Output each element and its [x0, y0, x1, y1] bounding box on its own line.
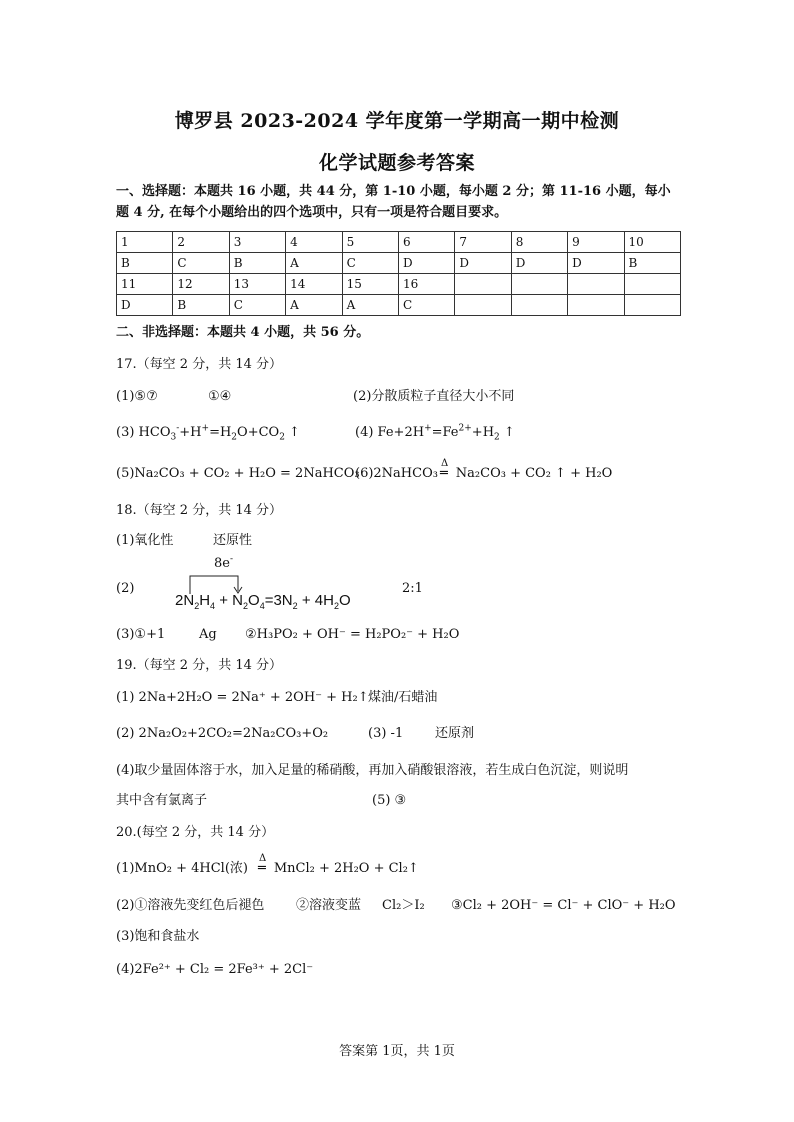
table-cell: 8 — [511, 232, 567, 253]
table-cell: 13 — [229, 274, 285, 295]
table-cell: D — [117, 295, 173, 316]
table-cell: 2 — [173, 232, 229, 253]
table-cell: D — [455, 253, 511, 274]
q17-ans-2: (2)分散质粒子直径大小不同 — [353, 389, 515, 404]
table-cell: 9 — [568, 232, 624, 253]
table-cell — [511, 295, 567, 316]
table-cell: B — [117, 253, 173, 274]
table-cell: C — [398, 295, 454, 316]
table-cell — [568, 274, 624, 295]
table-row — [117, 253, 681, 274]
table-cell: B — [229, 253, 285, 274]
q19-ans-3: (3) -1 — [368, 726, 404, 741]
q19-ans-5: (5) ③ — [372, 793, 407, 808]
q19-ans-1a: (1) 2Na+2H₂O = 2Na⁺ + 2OH⁻ + H₂↑ — [116, 690, 369, 705]
q20-ans-3: (3)饱和食盐水 — [116, 929, 200, 944]
q18-ans-1b: 还原性 — [213, 533, 253, 548]
q17-ans-3: (3) $HCO_3^-+H^+=H_2O+CO_2$ ↑ — [116, 423, 300, 443]
q18-ans-2-label: (2) — [116, 581, 135, 596]
delta-symbol: Δ — [258, 853, 267, 864]
table-cell: 15 — [342, 274, 398, 295]
q17-ans-5: (5)Na₂CO₃ + CO₂ + H₂O = 2NaHCO₃ — [116, 466, 360, 481]
q17-header: 17.（每空 2 分，共 14 分） — [116, 357, 283, 372]
electron-transfer-label: 8e- — [214, 554, 234, 571]
page-footer: 答案第 1页，共 1页 — [339, 1044, 455, 1059]
table-cell — [624, 295, 680, 316]
q17-ans-4: (4) $Fe+2H^+=Fe^{2+}+H_2$ ↑ — [355, 423, 515, 443]
table-cell — [455, 295, 511, 316]
q20-ans-4: (4)2Fe²⁺ + Cl₂ = 2Fe³⁺ + 2Cl⁻ — [116, 962, 314, 977]
table-row — [117, 295, 681, 316]
q18-ans-3c: ②H₃PO₂ + OH⁻ = H₂PO₂⁻ + H₂O — [245, 627, 460, 642]
q19-header: 19.（每空 2 分，共 14 分） — [116, 658, 283, 673]
table-cell: A — [286, 253, 342, 274]
table-cell: 5 — [342, 232, 398, 253]
table-cell — [511, 274, 567, 295]
table-cell: D — [398, 253, 454, 274]
q18-header: 18.（每空 2 分，共 14 分） — [116, 503, 283, 518]
q19-ans-2: (2) 2Na₂O₂+2CO₂=2Na₂CO₃+O₂ — [116, 726, 329, 741]
q17-ans-1a: (1)⑤⑦ — [116, 389, 158, 404]
table-cell: C — [342, 253, 398, 274]
q17-ans-6: (6)2NaHCO₃ Δ ═ Na₂CO₃ + CO₂ ↑ + H₂O — [355, 465, 612, 483]
doc-subtitle: 化学试题参考答案 — [318, 152, 475, 174]
q18-ans-3b: Ag — [199, 627, 217, 642]
q17-ans-1b: ①④ — [208, 389, 232, 404]
table-row — [117, 274, 681, 295]
q18-ans-1a: (1)氧化性 — [116, 533, 174, 548]
table-cell: 3 — [229, 232, 285, 253]
table-cell: 16 — [398, 274, 454, 295]
table-cell: B — [624, 253, 680, 274]
table-cell: 7 — [455, 232, 511, 253]
table-cell: 1 — [117, 232, 173, 253]
table-row — [117, 232, 681, 253]
section2-heading: 二、非选择题：本题共 4 小题，共 56 分。 — [116, 325, 370, 340]
table-cell: A — [342, 295, 398, 316]
table-cell: D — [511, 253, 567, 274]
q19-ans-4: (4)取少量固体溶于水，加入足量的稀硝酸，再加入硝酸银溶液，若生成白色沉淀，则说明 — [116, 763, 629, 778]
answer-table — [116, 231, 681, 316]
q18-ratio: 2:1 — [402, 581, 423, 596]
redox-equation: $2N_2H_4 + N_2O_4=3N_2 + 4H_2O$ — [175, 592, 351, 611]
q19-ans-4-cont: 其中含有氯离子 — [116, 793, 208, 808]
table-cell: C — [229, 295, 285, 316]
table-cell — [455, 274, 511, 295]
q20-ans-1: (1)MnO₂ + 4HCl(浓) Δ ═ MnCl₂ + 2H₂O + Cl₂↑ — [116, 860, 419, 878]
table-cell: 10 — [624, 232, 680, 253]
table-cell: 14 — [286, 274, 342, 295]
doc-title: 博罗县 2023-2024 学年度第一学期高一期中检测 — [174, 110, 620, 132]
q19-ans-1b: 煤油/石蜡油 — [368, 690, 438, 705]
section1-heading-line1: 一、选择题：本题共 16 小题，共 44 分，第 1-10 小题，每小题 2 分；第 11-16 小题，每小 — [116, 184, 671, 199]
q20-ans-2c: Cl₂＞I₂ — [382, 898, 425, 913]
delta-symbol: Δ — [440, 458, 449, 469]
q20-ans-2a: (2)①溶液先变红色后褪色 — [116, 898, 265, 913]
table-cell — [624, 274, 680, 295]
table-cell — [568, 295, 624, 316]
table-cell: D — [568, 253, 624, 274]
table-cell: 11 — [117, 274, 173, 295]
table-cell: 4 — [286, 232, 342, 253]
q19-ans-3b: 还原剂 — [435, 726, 475, 741]
q20-header: 20.(每空 2 分，共 14 分） — [116, 825, 275, 840]
table-cell: 12 — [173, 274, 229, 295]
q20-ans-2b: ②溶液变蓝 — [296, 898, 362, 913]
section1-heading-line2: 题 4 分, 在每个小题给出的四个选项中，只有一项是符合题目要求。 — [116, 205, 508, 220]
q18-ans-3a: (3)①+1 — [116, 627, 166, 642]
table-cell: C — [173, 253, 229, 274]
table-cell: B — [173, 295, 229, 316]
q20-ans-2d: ③Cl₂ + 2OH⁻ = Cl⁻ + ClO⁻ + H₂O — [451, 898, 676, 913]
table-cell: 6 — [398, 232, 454, 253]
table-cell: A — [286, 295, 342, 316]
